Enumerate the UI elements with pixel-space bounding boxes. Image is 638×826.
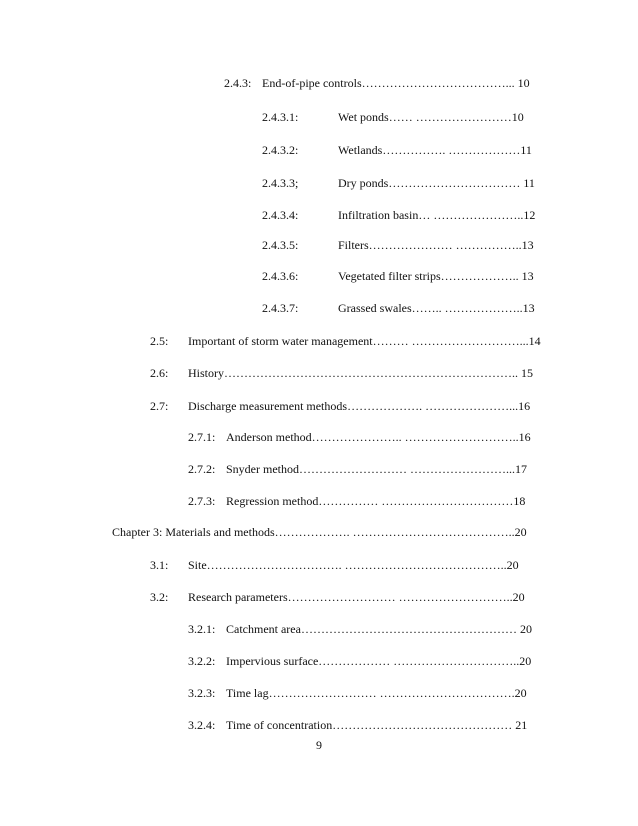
toc-entry-title: Grassed swales…….. ………………..13 (338, 301, 535, 315)
toc-entry-number: 2.6: (150, 366, 169, 380)
toc-entry-title: Chapter 3: Materials and methods………………. …………………………………..20 (112, 525, 527, 539)
toc-entry-title: Filters………………… ……………..13 (338, 238, 534, 252)
toc-entry-title: Dry ponds…………………………… 11 (338, 176, 535, 190)
toc-entry-title: Anderson method………………….. ………………………..16 (226, 430, 531, 444)
toc-entry-number: 3.1: (150, 558, 169, 572)
toc-entry-number: 2.4.3.4: (262, 208, 299, 222)
toc-entry-number: 3.2: (150, 590, 169, 604)
toc-entry-number: 3.2.4: (188, 718, 216, 732)
toc-entry-title: Catchment area……………………………………………… 20 (226, 622, 532, 636)
toc-entry-number: 2.7.1: (188, 430, 216, 444)
toc-entry-number: 2.4.3.6: (262, 269, 299, 283)
toc-entry-title: Wet ponds…… ……………………10 (338, 110, 524, 124)
toc-entry-number: 2.4.3.5: (262, 238, 299, 252)
toc-entry-title: Discharge measurement methods………………. …………………...16 (188, 399, 531, 413)
toc-entry-number: 2.4.3.2: (262, 143, 299, 157)
toc-entry-number: 2.4.3.1: (262, 110, 299, 124)
toc-entry-number: 2.5: (150, 334, 169, 348)
toc-entry-number: 3.2.3: (188, 686, 216, 700)
toc-entry-title: Vegetated filter strips……………….. 13 (338, 269, 534, 283)
toc-entry-title: Snyder method……………………… ……………………...17 (226, 462, 527, 476)
toc-entry-title: Infiltration basin… …………………..12 (338, 208, 536, 222)
toc-entry-title: Impervious surface……………… …………………………..20 (226, 654, 532, 668)
toc-entry-number: 2.7.3: (188, 494, 216, 508)
toc-entry-number: 2.4.3: (224, 76, 252, 90)
toc-entry-number: 2.4.3.3; (262, 176, 299, 190)
toc-entry-title: History……………………………………………………………….. 15 (188, 366, 533, 380)
toc-entry-number: 2.7: (150, 399, 169, 413)
toc-entry-title: Site……………………………. …………………………………..20 (188, 558, 519, 572)
toc-entry-number: 2.7.2: (188, 462, 216, 476)
toc-entry-title: Wetlands……………. ………………11 (338, 143, 532, 157)
toc-entry-number: 2.4.3.7: (262, 301, 299, 315)
toc-entry-number: 3.2.1: (188, 622, 216, 636)
toc-entry-title: Research parameters……………………… ………………………..20 (188, 590, 525, 604)
toc-entry-number: 3.2.2: (188, 654, 216, 668)
toc-entry-title: Regression method…………… ……………………………18 (226, 494, 526, 508)
toc-entry-title: Important of storm water management……… ………………………...14 (188, 334, 541, 348)
toc-entry-title: Time of concentration……………………………………… 21 (226, 718, 528, 732)
toc-entry-title: End-of-pipe controls………………………………... 10 (262, 76, 530, 90)
page-number: 9 (316, 738, 322, 752)
toc-entry-title: Time lag……………………… …………………………….20 (226, 686, 527, 700)
